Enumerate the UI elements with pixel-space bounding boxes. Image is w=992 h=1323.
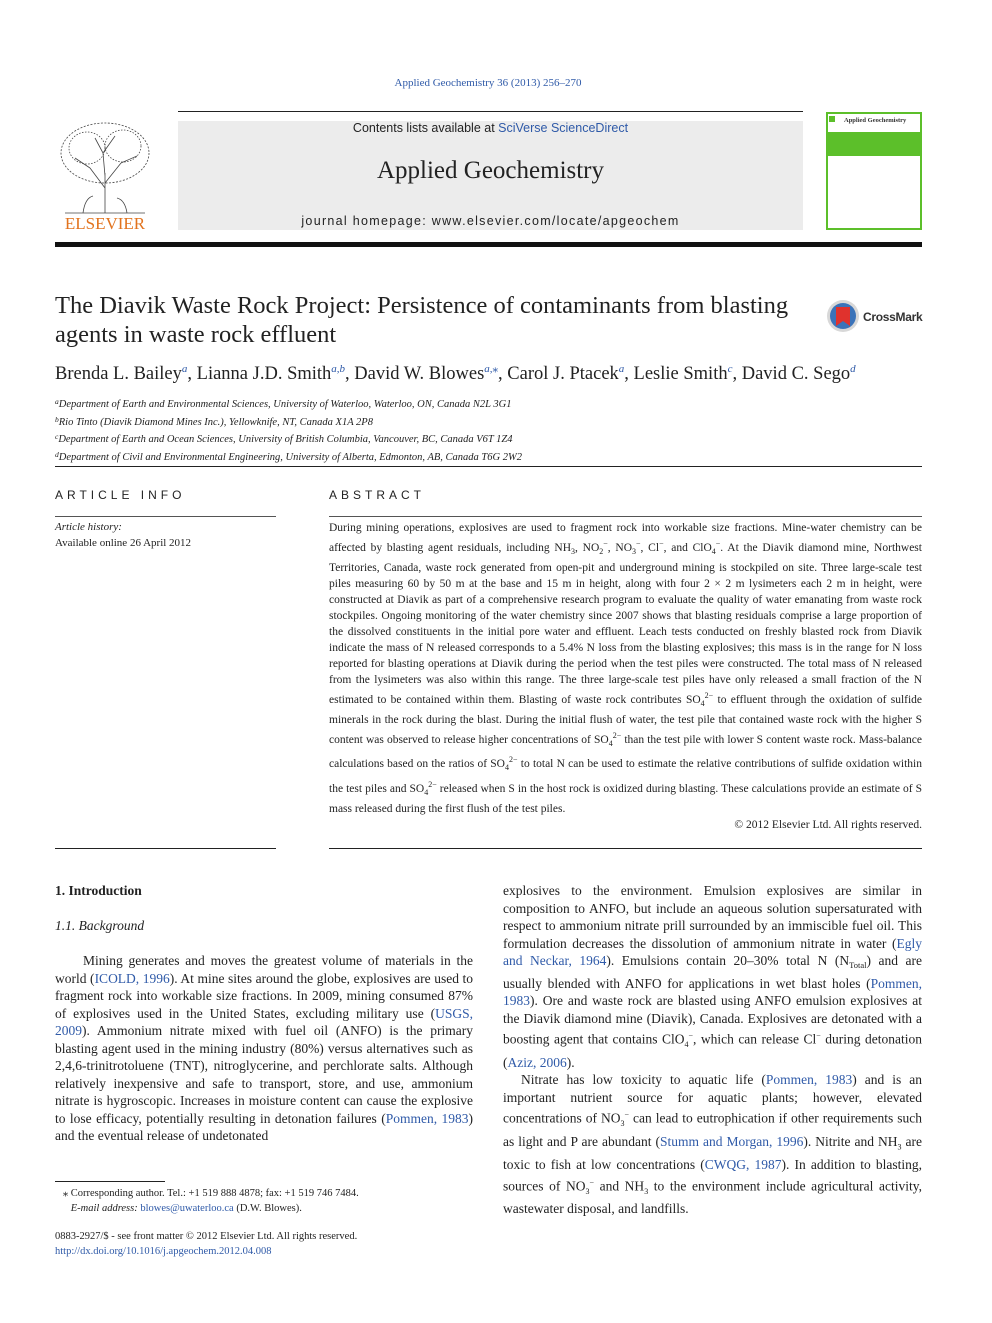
author-name: Leslie Smith bbox=[633, 364, 728, 384]
ref-link[interactable]: Pommen, 1983 bbox=[503, 975, 922, 1008]
affiliation: $^c$Department of Earth and Ocean Sciences, University of British Columbia, Vancouver, BC, Canada V6T 1Z4 bbox=[55, 432, 513, 445]
affiliation: $^a$Department of Earth and Environmental Sciences, University of Waterloo, Waterloo, ON, Canada N2L 3G1 bbox=[55, 397, 512, 410]
article-info-bottom-rule bbox=[55, 848, 276, 849]
ref-link[interactable]: ICOLD, 1996 bbox=[94, 970, 170, 986]
copyright-line: © 2012 Elsevier Ltd. All rights reserved. bbox=[734, 818, 922, 831]
ref-link[interactable]: Pommen, 1983 bbox=[765, 1072, 853, 1088]
abstract-bottom-rule bbox=[329, 848, 922, 849]
article-info-heading: ARTICLE INFO bbox=[55, 488, 186, 502]
abstract-rule bbox=[329, 516, 922, 517]
abstract-text: During mining operations, explosives are used to fragment rock into workable size fractions. Mine-water chemistry can be affected by blasting agent residuals, including $NH_3$, $NO_2^-$, $NO_3^-$, Cl−, and ClO$_4$−. At the Diavik diamond mine, Northwest Territories, Canada, waste rock generated from open-pit and underground mining is stockpiled on site. Three large-scale test piles measuring 60 by 50 m at the base and 15 m in height, along with four 2 × 2 m lysimeters each 2 m in height, were constructed at Diavik as part of a comprehensive research program to evaluate the quality of water emanating from waste rock stockpiles. Ongoing monitoring of the water chemistry since 2007 shows that blasting residuals comprise a large proportion of the dissolved constituents in the initial pore water and effluent. Leach tests conducted on freshly blasted rock from Diavik indicate the mass of N released corresponds to a 5.4% N loss from the blasting explosives; this mass is in the range for N loss reported for blasting operations at Diavik during the period when the test piles were constructed. The total mass of N released from the lysimeters was also within this range. The three large-scale test piles have only released a small fraction of the N estimated to be contained within them. Blasting of waste rock contributes $SO_4^{2-}$ to effluent through the oxidation of sulfide minerals in the rock during the blast. During the initial flush of water, the test pile that contained waste rock with the higher S content was observed to release higher concentrations of $SO_4^{2-}$ than the test pile with lower S content waste rock. Mass-balance calculations based on the ratios of $SO_4^{2-}$ to total N can be used to estimate the relative contributions of sulfide oxidation within the test piles and $SO_4^{2-}$ released when S in the host rock is oxidized during blasting. These calculations provide an estimate of S mass released during the first flush of the test piles. © 2012 Elsevier Ltd. All rights reserved. bbox=[329, 522, 923, 831]
journal-title: Applied Geochemistry bbox=[376, 157, 605, 184]
sciencedirect-link[interactable]: SciVerse ScienceDirect bbox=[498, 121, 629, 135]
crossmark-badge[interactable] bbox=[826, 298, 926, 334]
elsevier-logo bbox=[55, 118, 155, 234]
article-info-rule bbox=[55, 516, 276, 517]
abstract-heading: ABSTRACT bbox=[329, 488, 426, 502]
body-column-left: Mining generates and moves the greatest volume of materials in the world (ICOLD, 1996). At mine sites around the globe, explosives are used to fragment rock into workable size fractions. In 2009, mining consumed 87% of explosives used in the United States, excluding military use (USGS, 2009). Ammonium nitrate mixed with fuel oil (ANFO) is the primary blasting agent used in the mining industry (80%) versus alternatives such as 2,4,6-trinitrotoluene (TNT), nitroglycerine, and perchlorate salts. Although relatively inexpensive and safe to transport, store, and use, ammonium nitrate is hygroscopic. Increases in moisture content can cause the explosive to lose efficacy, potentially resulting in detonation failures (Pommen, 1983) and the eventual release of undetonated bbox=[55, 953, 474, 1143]
subsection-heading-background: 1.1. Background bbox=[55, 918, 145, 933]
section-rule bbox=[55, 466, 922, 467]
journal-cover-thumbnail bbox=[826, 112, 922, 230]
footnote-rule bbox=[55, 1181, 165, 1182]
author-name: Carol J. Ptacek bbox=[507, 364, 619, 384]
doi-link[interactable]: http://dx.doi.org/10.1016/j.apgeochem.2012.04.008 bbox=[55, 1245, 272, 1257]
header-thick-rule bbox=[55, 242, 922, 247]
section-heading-introduction: 1. Introduction bbox=[55, 883, 142, 898]
ref-link[interactable]: Aziz, 2006 bbox=[507, 1054, 567, 1070]
affiliation: $^d$Department of Civil and Environmental Engineering, University of Alberta, Edmonton, AB, Canada T6G 2W2 bbox=[55, 449, 522, 463]
svg-text:Applied Geochemistry: Applied Geochemistry bbox=[844, 117, 907, 124]
svg-text:ELSEVIER: ELSEVIER bbox=[64, 214, 146, 233]
affiliations bbox=[55, 395, 915, 465]
ref-link[interactable]: USGS, 2009 bbox=[55, 1005, 473, 1038]
ref-link[interactable]: Egly and Neckar, 1964 bbox=[503, 935, 922, 968]
corresponding-author-footnote: ⁎ Corresponding author. Tel.: +1 519 888 4878; fax: +1 519 746 7484. E-mail address: blowes@uwaterloo.ca (D.W. Blowes). bbox=[55, 1188, 359, 1214]
article-title: The Diavik Waste Rock Project: Persistence of contaminants from blasting agents in waste rock effluent bbox=[55, 292, 789, 348]
contents-line: Contents lists available at SciVerse ScienceDirect bbox=[352, 121, 629, 135]
ref-link[interactable]: Stumm and Morgan, 1996 bbox=[660, 1133, 804, 1149]
header-rule bbox=[178, 111, 803, 112]
article-history: Article history: Available online 26 April 2012 bbox=[55, 521, 192, 549]
issn-doi-block bbox=[55, 1230, 475, 1259]
issn-line: 0883-2927/$ - see front matter © 2012 Elsevier Ltd. All rights reserved. bbox=[55, 1231, 358, 1242]
crossmark-label: CrossMark bbox=[863, 310, 923, 324]
author-list: Brenda L. Bailey$^a$, Lianna J.D. Smith$^{a,b}$, David W. Blowes$^{a,⁎}$, Carol J. Ptacek$^a$, Leslie Smith$^c$, David C. Sego$^d$ bbox=[55, 363, 856, 384]
ref-link[interactable]: CWQG, 1987 bbox=[704, 1157, 782, 1173]
author-name: David C. Sego bbox=[741, 364, 851, 384]
author-name: Lianna J.D. Smith bbox=[196, 364, 332, 384]
journal-homepage[interactable]: journal homepage: www.elsevier.com/locate/apgeochem bbox=[301, 214, 680, 228]
author-name: Brenda L. Bailey bbox=[55, 364, 182, 384]
body-column-right: explosives to the environment. Emulsion explosives are similar in composition to ANFO, but include an aqueous solution supersaturated with respect to ammonium nitrate prill surrounded by an immiscible fuel oil. This formulation decreases the dissolution of ammonium nitrate in water (Egly and Neckar, 1964). Emulsions contain 20–30% total N $(N_{Total})$ and are usually blended with ANFO for applications in wet blast holes (Pommen, 1983). Ore and waste rock are blasted using ANFO emulsion explosives at the Diavik diamond mine (Diavik), Canada. Explosives are detonated with a boosting agent that contains ClO$_4$−, which can release Cl− during detonation (Aziz, 2006). Nitrate has low toxicity to aquatic life (Pommen, 1983) and is an important nutrient source for aquatic plants; however, elevated concentrations of $NO_3^-$ can lead to eutrophication if other requirements such as light and P are abundant (Stumm and Morgan, 1996). Nitrite and $NH_3$ are toxic to fish at low concentrations (CWQG, 1987). In addition to blasting, sources of $NO_3^-$ and $NH_3$ to the environment include agricultural activity, wastewater disposal, and landfills. bbox=[503, 883, 923, 1217]
ref-link[interactable]: Pommen, 1983 bbox=[385, 1110, 469, 1126]
journal-citation: Applied Geochemistry 36 (2013) 256–270 bbox=[394, 77, 582, 89]
author-name: David W. Blowes bbox=[354, 364, 485, 384]
email-link[interactable]: blowes@uwaterloo.ca bbox=[140, 1203, 234, 1214]
journal-banner bbox=[178, 121, 803, 230]
affiliation: $^b$Rio Tinto (Diavik Diamond Mines Inc.), Yellowknife, NT, Canada X1A 2P8 bbox=[55, 414, 373, 428]
